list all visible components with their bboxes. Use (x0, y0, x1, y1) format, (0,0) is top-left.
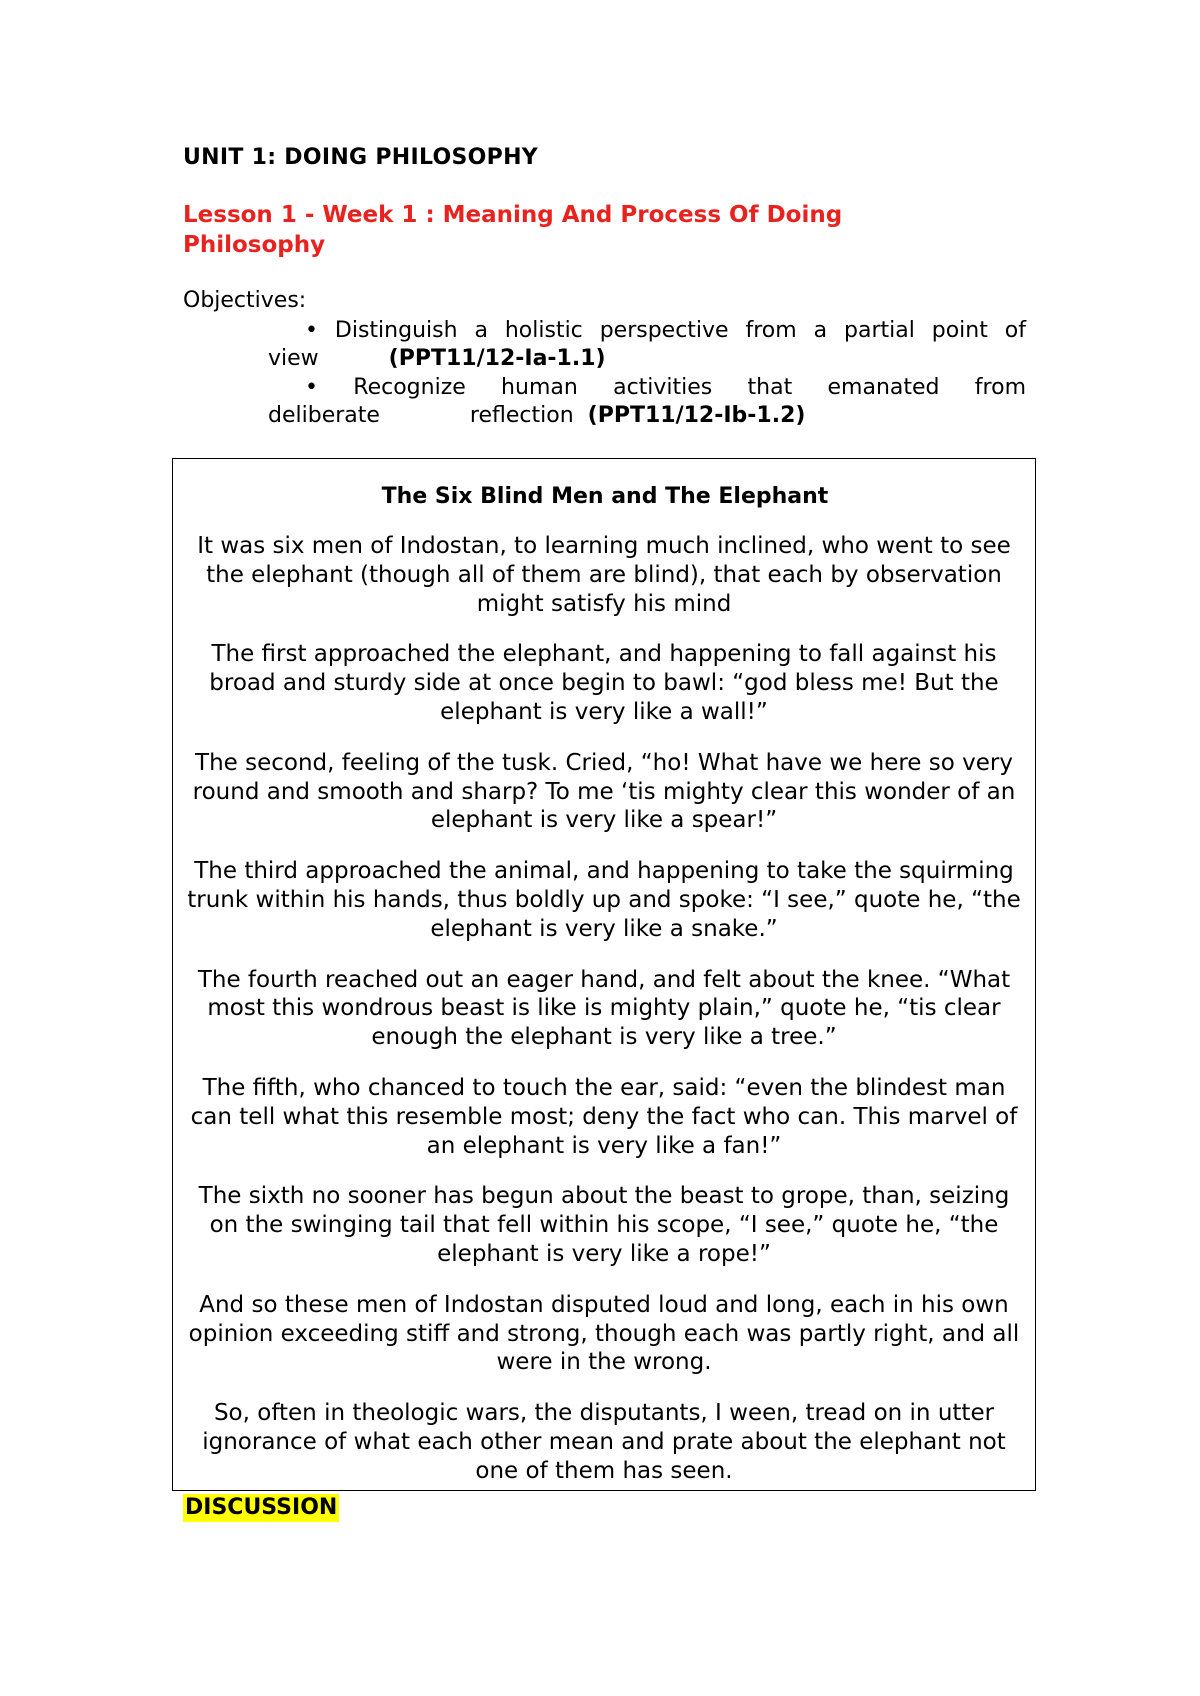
story-box (172, 458, 1036, 1491)
objective-text-2-continued-a: deliberate (268, 403, 380, 428)
objectives-label: Objectives: (183, 288, 307, 313)
objective-item-2 (268, 374, 1026, 430)
story-body (183, 532, 1025, 1508)
unit-title: UNIT 1: DOING PHILOSOPHY (183, 145, 539, 170)
story-paragraph-2: The first approached the elephant, and happening to fall against his broad and sturdy side at once begin to bawl: “god bless me! But the elephant is very like a wall!” (209, 641, 999, 725)
story-paragraph-4: The third approached the animal, and happening to take the squirming trunk within his hands, thus boldly up and spoke: “I see,” quote he, “the elephant is very like a snake.” (187, 858, 1021, 942)
story-title: The Six Blind Men and The Elephant (381, 484, 829, 509)
objective-text-1: Distinguish a holistic perspective from a partial point of (334, 318, 1026, 343)
objective-text-1-continued: view (268, 346, 319, 371)
objective-text-2: Recognize human activities that emanated from (353, 375, 1026, 400)
bullet-icon: • (305, 375, 318, 400)
objective-code-2: (PPT11/12-Ib-1.2) (587, 403, 806, 428)
story-paragraph-1: It was six men of Indostan, to learning much inclined, who went to see the elephant (though all of them are blind), that each by observation might satisfy his mind (197, 533, 1011, 617)
bullet-icon: • (305, 318, 318, 343)
story-paragraph-7: The sixth no sooner has begun about the beast to grope, than, seizing on the swinging tail that fell within his scope, “I see,” quote he, “the elephant is very like a rope!” (198, 1183, 1010, 1267)
lesson-title: Lesson 1 - Week 1 : Meaning And Process Of Doing Philosophy (183, 202, 843, 258)
objective-text-2-continued-b: reflection (469, 403, 574, 428)
story-paragraph-6: The fifth, who chanced to touch the ear, said: “even the blindest man can tell what this resemble most; deny the fact who can. This marvel of an elephant is very like a fan!” (190, 1074, 1018, 1159)
objective-code-1: (PPT11/12-Ia-1.1) (388, 346, 606, 371)
story-paragraph-5: The fourth reached out an eager hand, and felt about the knee. “What most this wondrous beast is like is mighty plain,” quote he, “tis clear enough the elephant is very like a tree.” (197, 966, 1011, 1051)
discussion-heading: DISCUSSION (185, 1495, 338, 1520)
story-paragraph-3: The second, feeling of the tusk. Cried, “ho! What have we here so very round and smooth and sharp? To me ‘tis mighty clear this wonder of an elephant is very like a spear!” (192, 749, 1016, 834)
story-paragraph-9: So, often in theologic wars, the disputants, I ween, tread on in utter ignorance of what each other mean and prate about the elephant not one of them has seen. (202, 1400, 1006, 1484)
objective-item-1 (268, 317, 1026, 373)
story-paragraph-8: And so these men of Indostan disputed loud and long, each in his own opinion exceeding stiff and strong, though each was partly right, and all were in the wrong. (188, 1291, 1020, 1376)
